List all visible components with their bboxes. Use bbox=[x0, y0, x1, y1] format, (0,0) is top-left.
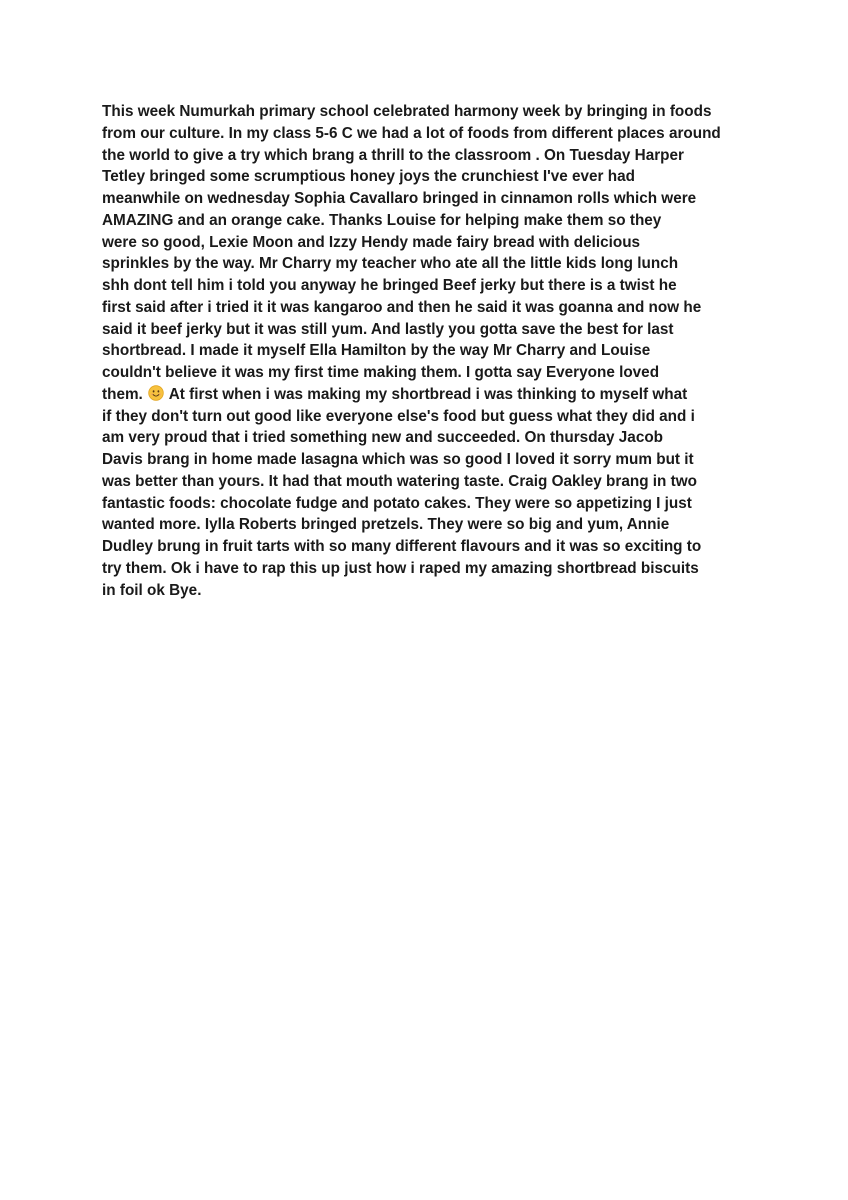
text-line: the world to give a try which brang a thrill to the classroom . On Tuesday Harper bbox=[102, 146, 684, 164]
smiling-face-emoji-icon bbox=[148, 385, 164, 401]
text-line-with-emoji bbox=[102, 384, 748, 406]
text-line: shortbread. I made it myself Ella Hamilton by the way Mr Charry and Louise bbox=[102, 342, 651, 360]
text-line: fantastic foods: chocolate fudge and potato cakes. They were so appetizing I just bbox=[102, 494, 692, 512]
text-line: Tetley bringed some scrumptious honey joys the crunchiest I've ever had bbox=[102, 168, 635, 186]
text-line: try them. Ok i have to rap this up just how i raped my amazing shortbread biscuits bbox=[102, 559, 699, 577]
text-line: meanwhile on wednesday Sophia Cavallaro bringed in cinnamon rolls which were bbox=[102, 190, 697, 207]
text-line: couldn't believe it was my first time making them. I gotta say Everyone loved bbox=[102, 364, 660, 381]
text-line: wanted more. Iylla Roberts bringed pretzels. They were so big and yum, Annie bbox=[102, 516, 670, 534]
text-line: if they don't turn out good like everyone else's food but guess what they did and i bbox=[102, 407, 695, 425]
text-line: Davis brang in home made lasagna which was so good I loved it sorry mum but it bbox=[102, 451, 694, 468]
text-fragment: them. bbox=[102, 385, 143, 403]
text-line: were so good, Lexie Moon and Izzy Hendy made fairy bread with delicious bbox=[102, 233, 641, 251]
text-line: said it beef jerky but it was still yum. And lastly you gotta save the best for last bbox=[102, 320, 674, 338]
text-fragment: At first when i was making my shortbread i was thinking to myself what bbox=[168, 385, 688, 403]
document-body-text bbox=[102, 101, 748, 601]
text-line: first said after i tried it it was kangaroo and then he said it was goanna and now he bbox=[102, 298, 702, 316]
text-line: was better than yours. It had that mouth watering taste. Craig Oakley brang in two bbox=[102, 472, 697, 490]
text-line: AMAZING and an orange cake. Thanks Louise for helping make them so they bbox=[102, 211, 662, 229]
text-line: in foil ok Bye. bbox=[102, 581, 202, 599]
text-line: This week Numurkah primary school celebrated harmony week by bringing in foods bbox=[102, 103, 712, 120]
text-line: sprinkles by the way. Mr Charry my teacher who ate all the little kids long lunch bbox=[102, 255, 679, 273]
text-line: from our culture. In my class 5-6 C we had a lot of foods from different places around bbox=[102, 124, 721, 142]
text-line: shh dont tell him i told you anyway he bringed Beef jerky but there is a twist he bbox=[102, 277, 677, 294]
text-line: am very proud that i tried something new and succeeded. On thursday Jacob bbox=[102, 429, 664, 447]
text-line: Dudley brung in fruit tarts with so many different flavours and it was so exciting to bbox=[102, 538, 702, 555]
